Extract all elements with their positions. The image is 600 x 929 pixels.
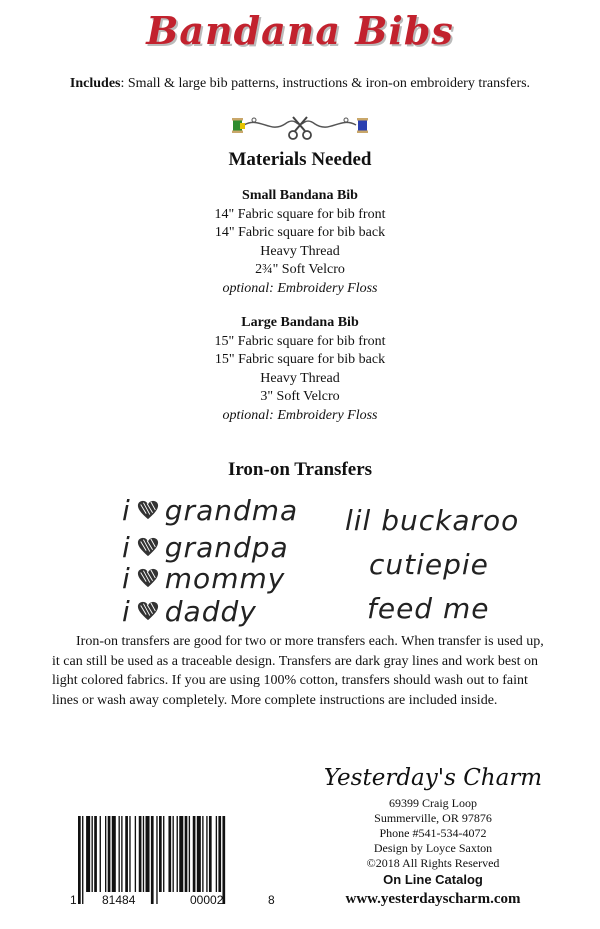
copyright: ©2018 All Rights Reserved (366, 856, 500, 870)
transfer-i: i (122, 531, 131, 564)
transfers-heading: Iron-on Transfers (227, 459, 373, 480)
scissors-thread-divider-icon (230, 112, 370, 142)
barcode-bar (100, 816, 101, 892)
address-line1: 69399 Craig Loop (389, 796, 477, 810)
material-item: 14" Fabric square for bib front (214, 206, 386, 222)
barcode-bar (146, 816, 150, 892)
barcode-bar (179, 816, 183, 892)
transfer-design: lil buckaroo (345, 504, 520, 537)
small-bib-materials (0, 187, 600, 298)
address-line2: Summerville, OR 97876 (374, 811, 492, 825)
barcode-bar (202, 816, 203, 892)
transfer-design (122, 494, 298, 527)
barcode-bar (129, 816, 130, 892)
transfer-word: mommy (164, 562, 286, 595)
material-item: Heavy Thread (260, 243, 340, 259)
barcode-bar (185, 816, 188, 892)
transfer-i: i (122, 494, 131, 527)
barcode-bar (135, 816, 136, 892)
transfer-design (122, 562, 285, 595)
barcode-bar (108, 816, 111, 892)
credits (318, 841, 548, 871)
barcode-bar (121, 816, 122, 892)
barcode-group2: 00002 (190, 893, 224, 907)
barcode-digit-last: 8 (268, 893, 275, 907)
transfer-word: grandpa (164, 531, 289, 564)
barcode-bar (222, 816, 225, 904)
barcode-bar (92, 816, 93, 892)
small-bib-title: Small Bandana Bib (242, 188, 358, 203)
barcode-bar (159, 816, 162, 892)
material-optional: optional: Embroidery Floss (222, 407, 378, 423)
barcode-bar (78, 816, 81, 904)
barcode-bar (125, 816, 128, 892)
includes-text: : Small & large bib patterns, instructions & iron-on embroidery transfers. (120, 76, 531, 91)
transfer-design: feed me (367, 592, 490, 625)
barcode (68, 816, 274, 908)
barcode-bar (216, 816, 217, 892)
material-item: 15" Fabric square for bib front (214, 333, 386, 349)
company-logo: Yesterday's Charm (323, 765, 543, 791)
transfer-word: daddy (164, 595, 257, 628)
barcode-bar (168, 816, 171, 892)
material-item: 14" Fabric square for bib back (214, 225, 386, 240)
barcode-digit-first: 1 (70, 893, 77, 907)
barcode-bar (151, 816, 154, 904)
barcode-bar (94, 816, 97, 892)
transfers-description: Iron-on transfers are good for two or more transfers each. When transfer is used up, it can still be used as a traceable design. Transfers are dark gray lines and work best on light colored fabrics. If you are using 100% cotton, transfers should wash out to faint lines or wash away completely. More complete instructions are included inside. (52, 634, 544, 708)
material-optional: optional: Embroidery Floss (222, 280, 378, 296)
barcode-bar (105, 816, 106, 892)
barcode-bar (218, 816, 221, 892)
transfer-word: grandma (164, 494, 299, 527)
barcode-bar (112, 816, 116, 892)
designer-credit: Design by Loyce Saxton (373, 841, 493, 855)
large-bib-title: Large Bandana Bib (241, 315, 359, 330)
transfer-design (122, 531, 289, 564)
page-title: Bandana Bibs (146, 8, 454, 53)
website-link[interactable]: www.yesterdayscharm.com (345, 891, 521, 907)
includes-line (0, 76, 600, 92)
materials-heading: Materials Needed (228, 149, 372, 170)
online-catalog-label: On Line Catalog (383, 872, 483, 887)
material-item: 3" Soft Velcro (260, 389, 340, 404)
heart-icon (137, 567, 159, 589)
barcode-bar (189, 816, 190, 892)
transfer-i: i (122, 595, 131, 628)
barcode-bar (139, 816, 142, 892)
barcode-bar (209, 816, 212, 892)
barcode-bar (173, 816, 174, 892)
transfer-design: cutiepie (369, 548, 489, 581)
material-item: 15" Fabric square for bib back (214, 352, 386, 367)
heart-icon (137, 499, 159, 521)
heart-icon (137, 536, 159, 558)
barcode-bar (156, 816, 157, 904)
barcode-bar (119, 816, 120, 892)
barcode-bar (206, 816, 207, 892)
phone-number: Phone #541-534-4072 (379, 826, 487, 840)
barcode-bar (143, 816, 144, 892)
barcode-bar (82, 816, 83, 904)
includes-label: Includes (69, 76, 121, 91)
large-bib-materials (0, 314, 600, 425)
transfer-i: i (122, 562, 131, 595)
material-item: Heavy Thread (260, 370, 340, 386)
material-item: 2¾" Soft Velcro (255, 262, 345, 277)
barcode-bar (177, 816, 178, 892)
barcode-bar (163, 816, 164, 892)
heart-icon (137, 600, 159, 622)
barcode-group1: 81484 (102, 893, 136, 907)
barcode-bar (86, 816, 90, 892)
barcode-bar (197, 816, 201, 892)
transfer-design (122, 595, 257, 628)
barcode-bar (193, 816, 196, 892)
company-address (318, 796, 548, 841)
